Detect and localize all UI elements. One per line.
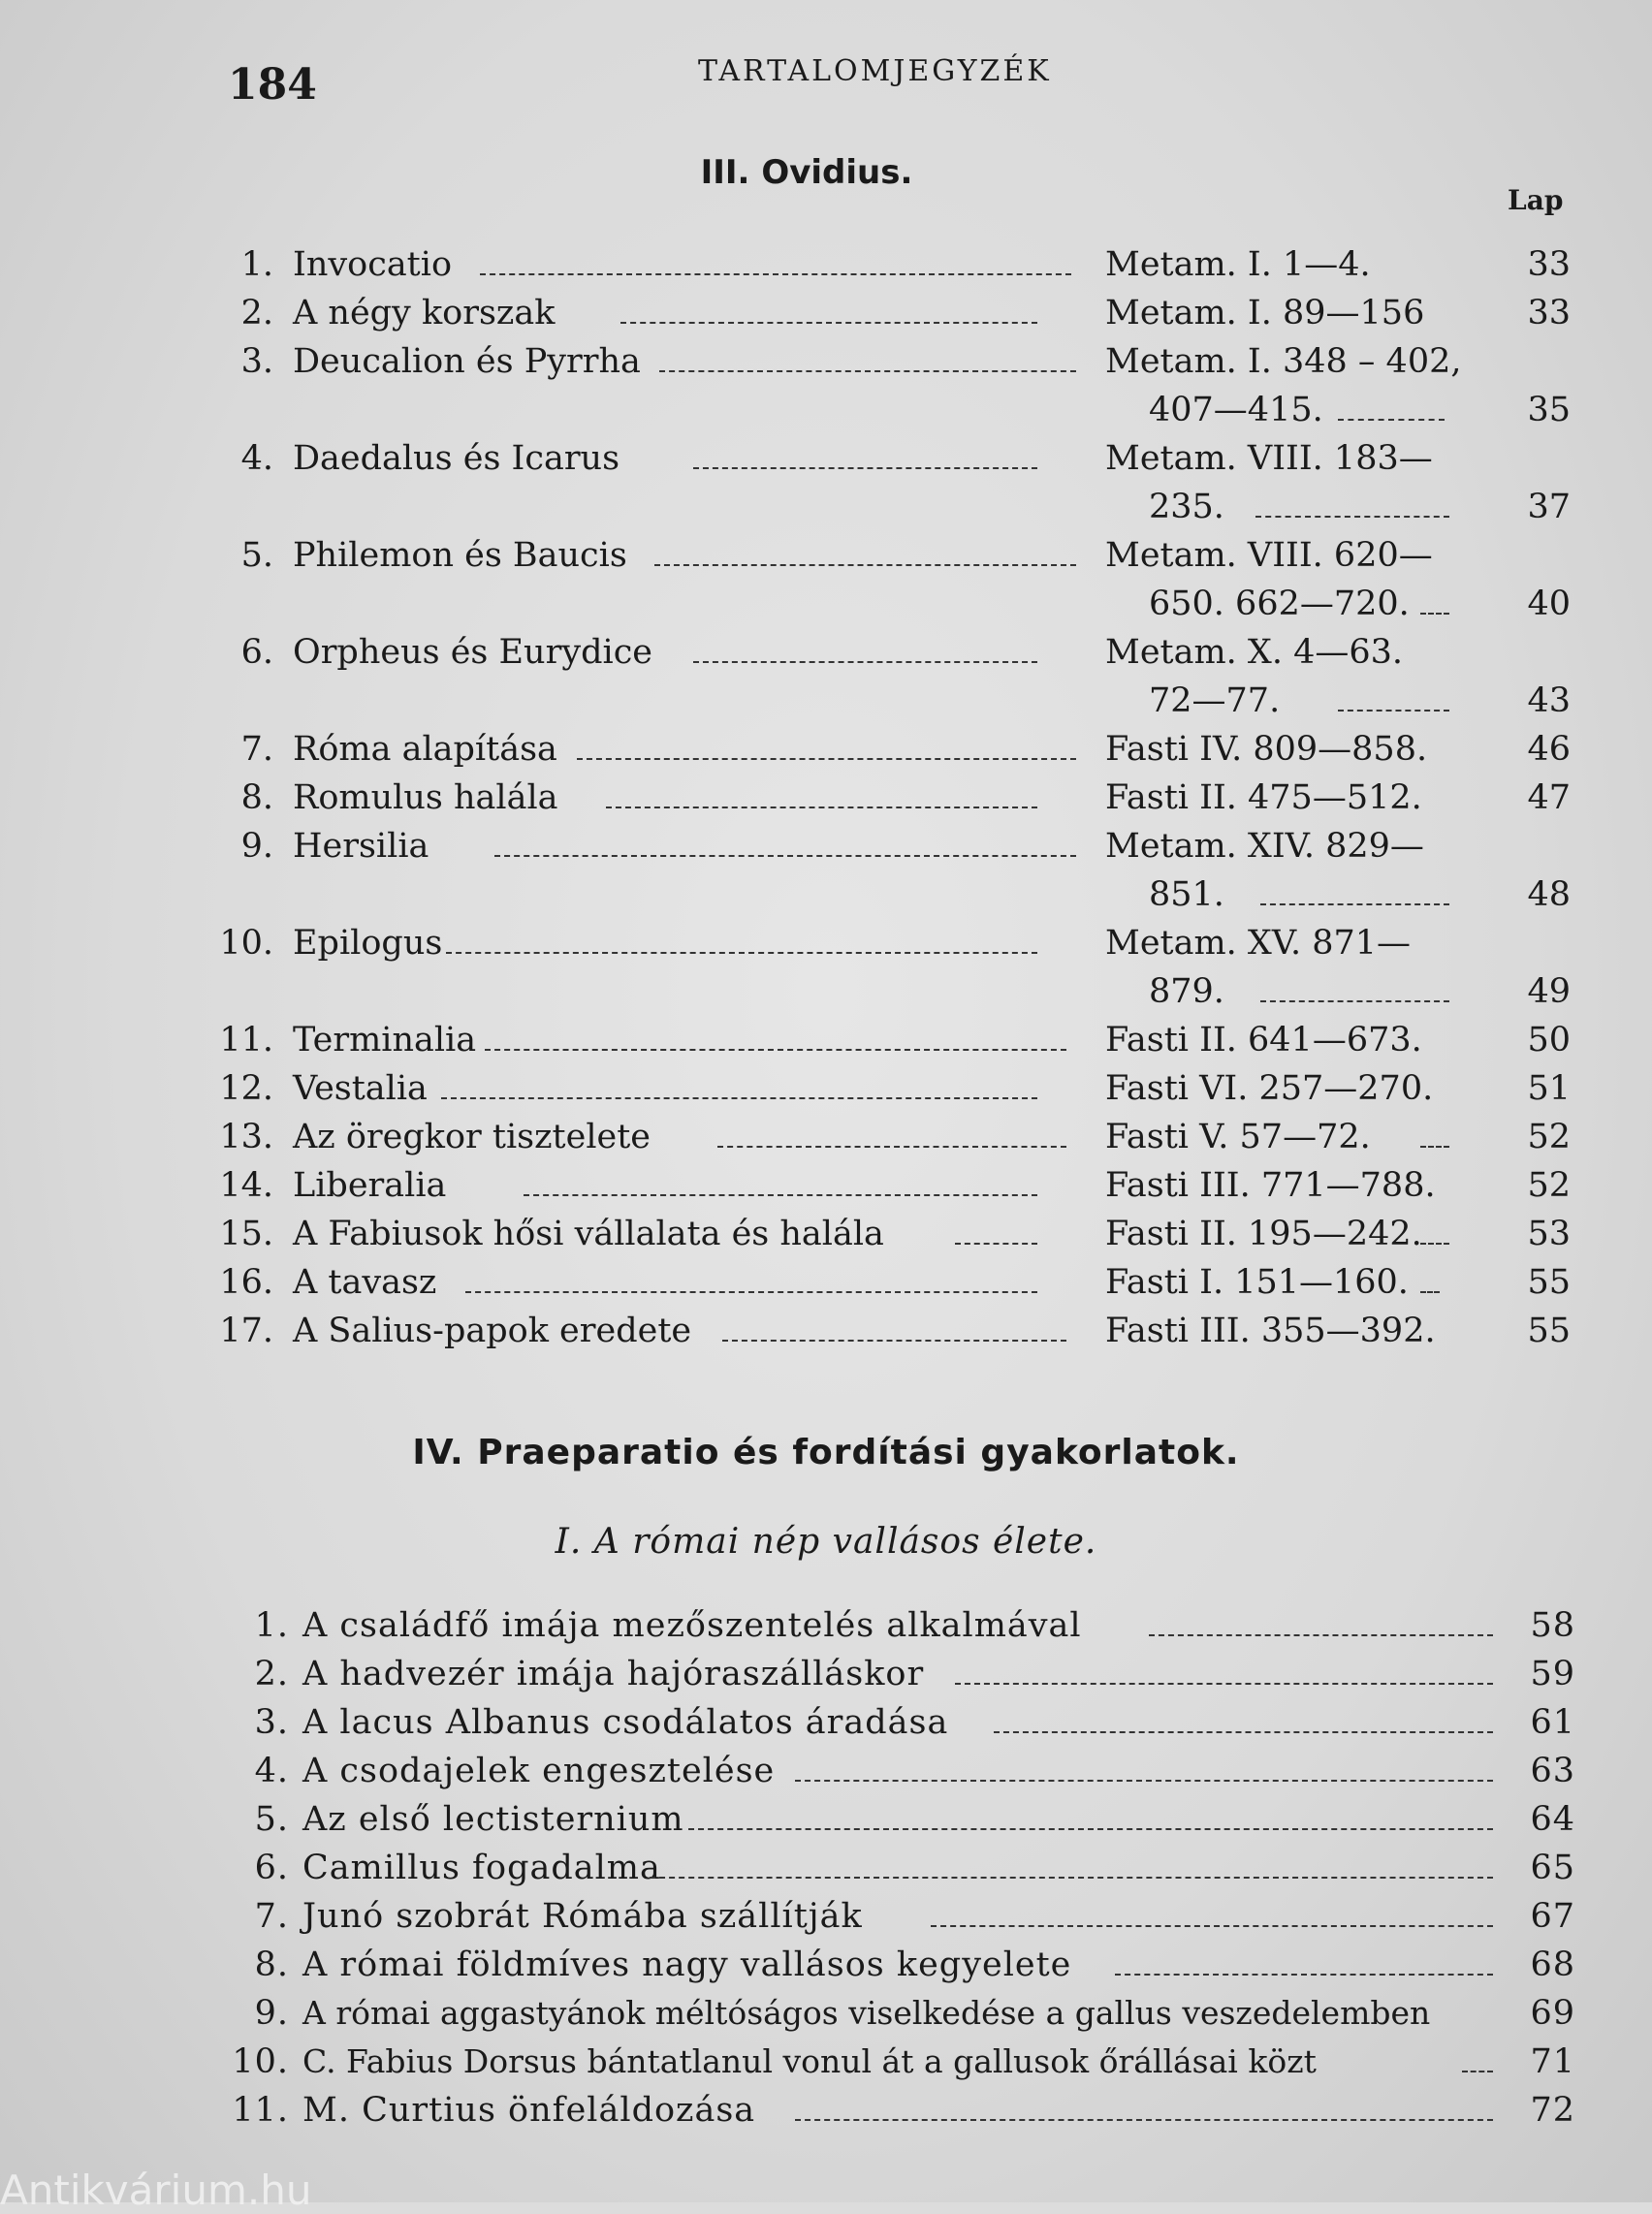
- entry-page: 58: [1530, 1606, 1575, 1645]
- entry-number: 13.: [219, 1118, 273, 1156]
- entry-page: 55: [1527, 1312, 1571, 1350]
- entry-title: Az első lectisternium: [302, 1800, 684, 1839]
- entry-number: 10.: [232, 2042, 289, 2081]
- entry-number: 17.: [219, 1312, 273, 1350]
- entry-page: 35: [1527, 391, 1571, 429]
- leader-dots: [1420, 1146, 1449, 1150]
- leader-dots: [693, 467, 1037, 471]
- entry-title: A négy korszak: [293, 294, 556, 332]
- entry-number: 3.: [254, 1703, 289, 1742]
- leader-dots: [1338, 710, 1449, 713]
- entry-reference-cont: 879.: [1149, 972, 1224, 1011]
- leader-dots: [1260, 1000, 1449, 1004]
- leader-dots: [606, 807, 1037, 810]
- entry-reference: Metam. XV. 871—: [1105, 924, 1412, 963]
- entry-reference: Metam. I. 348 – 402,: [1105, 342, 1462, 381]
- leader-dots: [1462, 2071, 1493, 2074]
- entry-reference: Fasti VI. 257—270.: [1105, 1069, 1434, 1108]
- section-title-praeparatio: IV. Praeparatio és fordítási gyakorlatok.: [412, 1433, 1240, 1472]
- leader-dots: [955, 1683, 1493, 1687]
- leader-dots: [659, 370, 1076, 374]
- entry-number: 6.: [240, 633, 273, 672]
- entry-reference: Metam. VIII. 183—: [1105, 439, 1433, 478]
- entry-reference: Metam. I. 1—4.: [1105, 245, 1371, 284]
- leader-dots: [485, 1049, 1066, 1053]
- entry-number: 16.: [219, 1263, 273, 1302]
- entry-title: A római földmíves nagy vallásos kegyelete: [302, 1945, 1072, 1984]
- entry-page: 37: [1527, 488, 1571, 526]
- entry-number: 15.: [219, 1215, 273, 1253]
- entry-title: Daedalus és Icarus: [293, 439, 620, 478]
- entry-reference-cont: 235.: [1149, 488, 1224, 526]
- entry-title: A családfő imája mezőszentelés alkalmával: [302, 1606, 1082, 1645]
- entry-number: 8.: [240, 778, 273, 817]
- section-subtitle: I. A római nép vallásos élete.: [555, 1522, 1097, 1562]
- leader-dots: [717, 1146, 1066, 1150]
- entry-page: 61: [1530, 1703, 1575, 1742]
- entry-page: 33: [1527, 245, 1571, 284]
- leader-dots: [693, 661, 1037, 665]
- entry-title: A hadvezér imája hajóraszálláskor: [302, 1655, 925, 1693]
- leader-dots: [1420, 1291, 1440, 1295]
- entry-page: 40: [1527, 585, 1571, 623]
- leader-dots: [1115, 1974, 1493, 1977]
- leader-dots: [654, 564, 1076, 568]
- entry-number: 5.: [254, 1800, 289, 1839]
- leader-dots: [795, 2119, 1493, 2123]
- leader-dots: [441, 1097, 1037, 1101]
- entry-title: M. Curtius önfeláldozása: [302, 2091, 756, 2130]
- entry-page: 63: [1530, 1752, 1575, 1790]
- leader-dots: [1420, 1243, 1449, 1247]
- entry-title: Liberalia: [293, 1166, 447, 1205]
- entry-title: Philemon és Baucis: [293, 536, 627, 575]
- entry-title: A Salius-papok eredete: [293, 1312, 692, 1350]
- entry-reference-cont: 407—415.: [1149, 391, 1323, 429]
- entry-page: 59: [1530, 1655, 1575, 1693]
- entry-page: 33: [1527, 294, 1571, 332]
- entry-title: A Fabiusok hősi vállalata és halála: [293, 1215, 884, 1253]
- entry-reference-cont: 650. 662—720.: [1149, 585, 1410, 623]
- page-number: 184: [228, 60, 317, 110]
- entry-page: 51: [1527, 1069, 1571, 1108]
- entry-number: 9.: [240, 827, 273, 866]
- leader-dots: [795, 1780, 1493, 1784]
- entry-reference-cont: 851.: [1149, 875, 1224, 914]
- leader-dots: [1338, 419, 1445, 423]
- page-column-label: Lap: [1508, 184, 1564, 216]
- leader-dots: [446, 952, 1037, 956]
- leader-dots: [688, 1828, 1493, 1832]
- entry-number: 11.: [219, 1021, 273, 1060]
- entry-number: 7.: [254, 1897, 289, 1936]
- entry-page: 52: [1527, 1118, 1571, 1156]
- entry-title: Orpheus és Eurydice: [293, 633, 653, 672]
- entry-number: 3.: [240, 342, 273, 381]
- entry-page: 68: [1530, 1945, 1575, 1984]
- leader-dots: [994, 1731, 1493, 1735]
- entry-number: 9.: [254, 1994, 289, 2033]
- entry-title: A római aggastyánok méltóságos viselkedése a gallus veszedelemben: [302, 1994, 1431, 2032]
- entry-reference: Fasti II. 641—673.: [1105, 1021, 1422, 1060]
- entry-reference: Fasti V. 57—72.: [1105, 1118, 1371, 1156]
- entry-number: 12.: [219, 1069, 273, 1108]
- entry-title: A tavasz: [293, 1263, 437, 1302]
- entry-number: 10.: [219, 924, 273, 963]
- leader-dots: [480, 273, 1071, 277]
- entry-number: 2.: [254, 1655, 289, 1693]
- entry-number: 1.: [240, 245, 273, 284]
- leader-dots: [955, 1243, 1037, 1247]
- leader-dots: [465, 1291, 1037, 1295]
- entry-reference: Fasti II. 475—512.: [1105, 778, 1422, 817]
- entry-title: Az öregkor tisztelete: [293, 1118, 651, 1156]
- running-header: TARTALOMJEGYZÉK: [698, 54, 1052, 88]
- entry-title: Junó szobrát Rómába szállítják: [302, 1897, 863, 1936]
- entry-page: 53: [1527, 1215, 1571, 1253]
- entry-number: 6.: [254, 1849, 289, 1887]
- leader-dots: [650, 1877, 1493, 1881]
- entry-title: Róma alapítása: [293, 730, 557, 769]
- entry-page: 48: [1527, 875, 1571, 914]
- leader-dots: [1420, 613, 1449, 617]
- entry-reference: Fasti II. 195—242.: [1105, 1215, 1422, 1253]
- entry-page: 71: [1530, 2042, 1575, 2081]
- leader-dots: [494, 855, 1076, 859]
- entry-page: 50: [1527, 1021, 1571, 1060]
- entry-reference: Fasti III. 771—788.: [1105, 1166, 1436, 1205]
- entry-number: 7.: [240, 730, 273, 769]
- leader-dots: [620, 322, 1037, 326]
- leader-dots: [577, 758, 1076, 762]
- entry-number: 14.: [219, 1166, 273, 1205]
- entry-page: 64: [1530, 1800, 1575, 1839]
- entry-reference: Fasti IV. 809—858.: [1105, 730, 1428, 769]
- entry-page: 69: [1530, 1994, 1575, 2033]
- entry-page: 49: [1527, 972, 1571, 1011]
- leader-dots: [1255, 516, 1449, 520]
- entry-page: 67: [1530, 1897, 1575, 1936]
- entry-page: 72: [1530, 2091, 1575, 2130]
- entry-title: Romulus halála: [293, 778, 558, 817]
- section-title-ovidius: III. Ovidius.: [700, 153, 913, 192]
- entry-title: Invocatio: [293, 245, 453, 284]
- entry-number: 2.: [240, 294, 273, 332]
- leader-dots: [1149, 1634, 1493, 1638]
- entry-page: 47: [1527, 778, 1571, 817]
- entry-number: 5.: [240, 536, 273, 575]
- entry-reference: Metam. VIII. 620—: [1105, 536, 1433, 575]
- entry-reference: Metam. XIV. 829—: [1105, 827, 1424, 866]
- entry-reference: Fasti I. 151—160.: [1105, 1263, 1409, 1302]
- entry-page: 52: [1527, 1166, 1571, 1205]
- entry-number: 11.: [232, 2091, 289, 2130]
- entry-title: Terminalia: [293, 1021, 477, 1060]
- entry-title: A lacus Albanus csodálatos áradása: [302, 1703, 949, 1742]
- entry-title: Deucalion és Pyrrha: [293, 342, 641, 381]
- entry-page: 46: [1527, 730, 1571, 769]
- entry-number: 8.: [254, 1945, 289, 1984]
- entry-reference: Fasti III. 355—392.: [1105, 1312, 1436, 1350]
- leader-dots: [722, 1340, 1066, 1344]
- entry-reference: Metam. I. 89—156: [1105, 294, 1425, 332]
- entry-page: 55: [1527, 1263, 1571, 1302]
- leader-dots: [931, 1925, 1493, 1929]
- entry-title: Hersilia: [293, 827, 429, 866]
- entry-reference-cont: 72—77.: [1149, 681, 1281, 720]
- entry-title: Epilogus: [293, 924, 443, 963]
- entry-number: 4.: [254, 1752, 289, 1790]
- entry-title: A csodajelek engesztelése: [302, 1752, 776, 1790]
- entry-page: 65: [1530, 1849, 1575, 1887]
- entry-title: Camillus fogadalma: [302, 1849, 661, 1887]
- entry-title: Vestalia: [293, 1069, 428, 1108]
- leader-dots: [524, 1194, 1037, 1198]
- watermark: Antikvárium.hu: [0, 2167, 312, 2214]
- entry-reference: Metam. X. 4—63.: [1105, 633, 1404, 672]
- entry-title: C. Fabius Dorsus bántatlanul vonul át a gallusok őrállásai közt: [302, 2042, 1317, 2080]
- entry-number: 1.: [254, 1606, 289, 1645]
- entry-page: 43: [1527, 681, 1571, 720]
- entry-number: 4.: [240, 439, 273, 478]
- leader-dots: [1260, 903, 1449, 907]
